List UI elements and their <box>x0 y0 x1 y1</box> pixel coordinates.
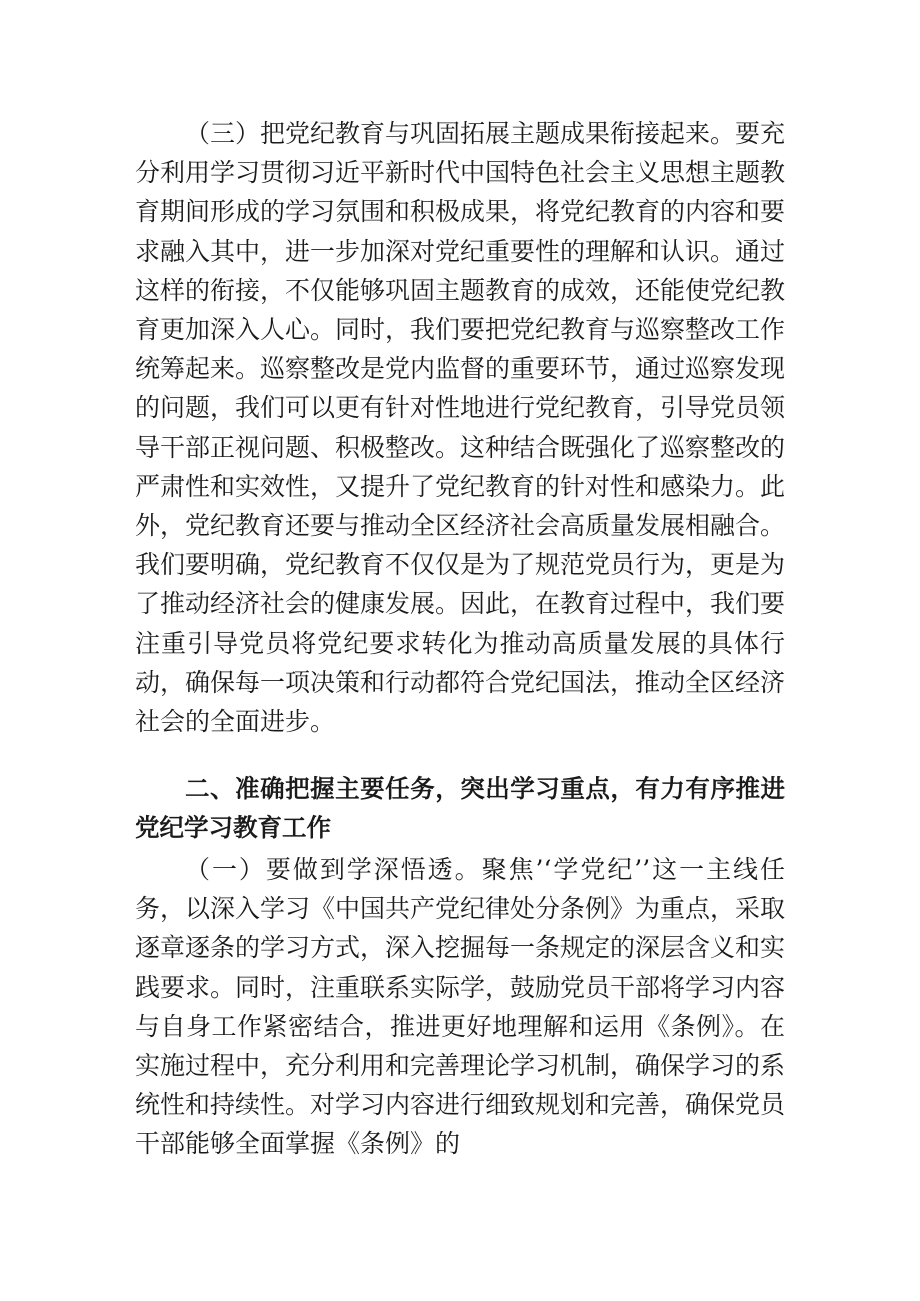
body-paragraph-study-thoroughly: （一）要做到学深悟透。聚焦’‘学党纪’’这一主线任务，以深入学习《中国共产党纪律处分条例》为重点，采取逐章逐条的学习方式，深入挖掘每一条规定的深层含义和实践要求。同时，注重联系实际学，鼓励党员干部将学习内容与自身工作紧密结合，推进更好地理解和运用《条例》。在实施过程中，充分利用和完善理论学习机制，确保学习的系统性和持续性。对学习内容进行细致规划和完善，确保党员干部能够全面掌握《条例》的 <box>135 855 786 1159</box>
body-paragraph-party-discipline-linkage: （三）把党纪教育与巩固拓展主题成果衔接起来。要充分利用学习贯彻习近平新时代中国特色社会主义思想主题教育期间形成的学习氛围和积极成果，将党纪教育的内容和要求融入其中，进一步加深对党纪重要性的理解和认识。通过这样的衔接，不仅能够巩固主题教育的成效，还能使党纪教育更加深入人心。同时，我们要把党纪教育与巡察整改工作统筹起来。巡察整改是党内监督的重要环节，通过巡察发现的问题，我们可以更有针对性地进行党纪教育，引导党员领导干部正视问题、积极整改。这种结合既强化了巡察整改的严肃性和实效性，又提升了党纪教育的针对性和感染力。此外，党纪教育还要与推动全区经济社会高质量发展相融合。我们要明确，党纪教育不仅仅是为了规范党员行为，更是为了推动经济社会的健康发展。因此，在教育过程中，我们要注重引导党员将党纪要求转化为推动高质量发展的具体行动，确保每一项决策和行动都符合党纪国法，推动全区经济社会的全面进步。 <box>135 119 786 737</box>
section-heading: 二、准确把握主要任务，突出学习重点，有力有序推进党纪学习教育工作 <box>135 774 785 843</box>
